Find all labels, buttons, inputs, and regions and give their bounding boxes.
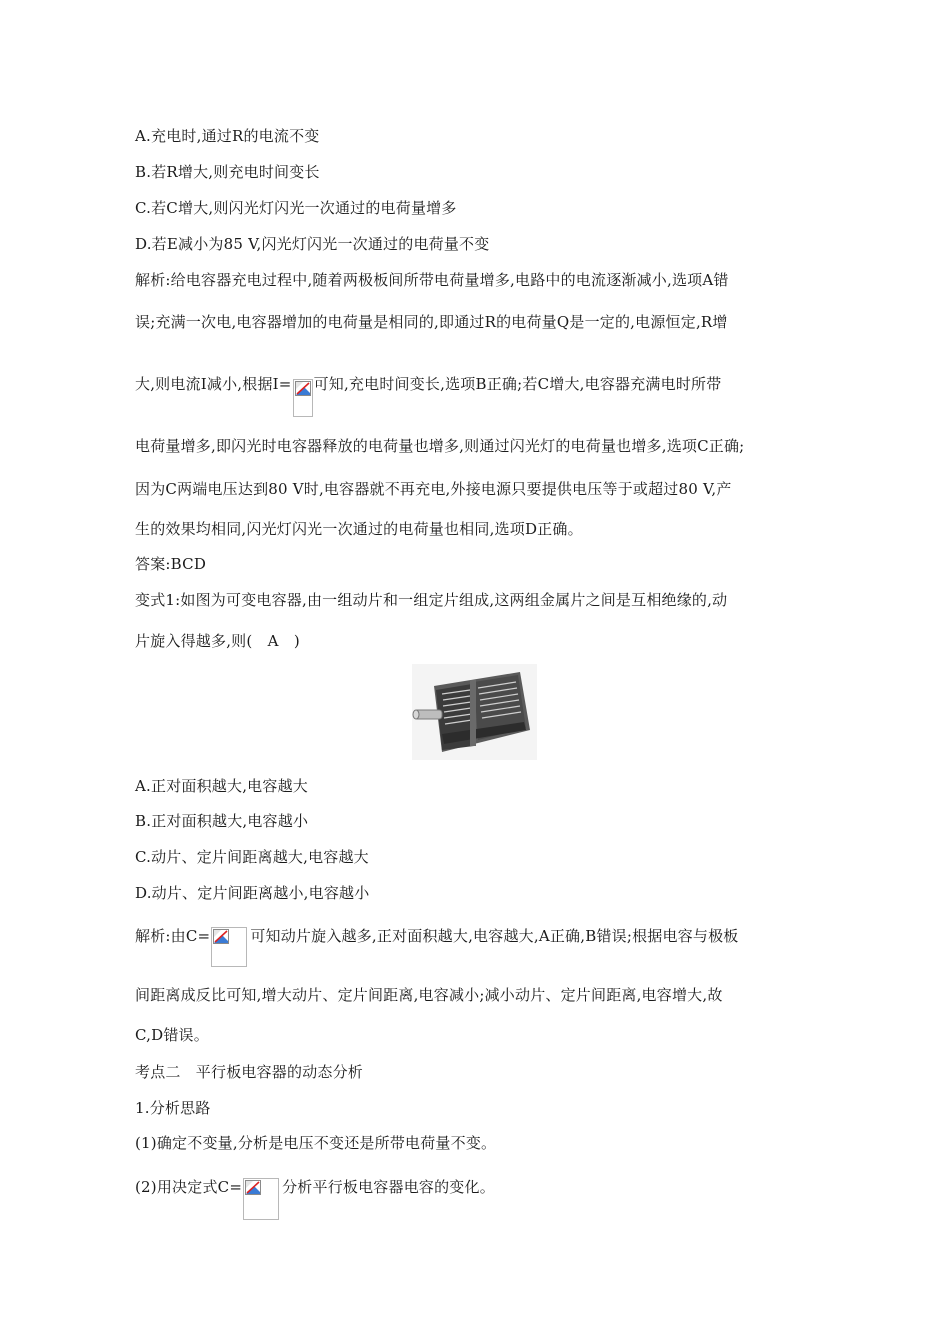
- analysis-text: 可知动片旋入越多,正对面积越大,电容越大,A正确,B错误;根据电容与极板: [250, 927, 739, 945]
- question-text: 片旋入得越多,则( A ): [135, 632, 300, 650]
- step-text-tail: 分析平行板电容器电容的变化。: [282, 1178, 495, 1196]
- formula-image: [243, 1178, 279, 1220]
- analysis-line: 解析:给电容器充电过程中,随着两极板间所带电荷量增多,电路中的电流逐渐减小,选项A错: [135, 271, 729, 289]
- option-a: A.充电时,通过R的电流不变: [135, 127, 320, 145]
- option-d: D.动片、定片间距离越小,电容越小: [135, 884, 370, 902]
- option-d: D.若E减小为85 V,闪光灯闪光一次通过的电荷量不变: [135, 235, 490, 253]
- variable-capacitor-photo: [412, 664, 537, 760]
- formula-image: [211, 927, 247, 967]
- analysis-line: 因为C两端电压达到80 V时,电容器就不再充电,外接电源只要提供电压等于或超过80 V,产: [135, 480, 732, 498]
- option-c: C.若C增大,则闪光灯闪光一次通过的电荷量增多: [135, 199, 457, 217]
- step-text: [135, 1177, 495, 1220]
- option-a: A.正对面积越大,电容越大: [135, 777, 308, 795]
- option-b: B.若R增大,则充电时间变长: [135, 163, 320, 181]
- analysis-line: 电荷量增多,即闪光时电容器释放的电荷量也增多,则通过闪光灯的电荷量也增多,选项C正确;: [135, 437, 745, 455]
- broken-image-icon: [295, 381, 311, 396]
- step-label: (2)用决定式C=: [135, 1178, 243, 1196]
- step-text: (1)确定不变量,分析是电压不变还是所带电荷量不变。: [135, 1134, 497, 1152]
- answer: 答案:BCD: [135, 555, 207, 573]
- broken-image-icon: [213, 929, 229, 944]
- analysis-line: [135, 926, 739, 967]
- subheading: 1.分析思路: [135, 1099, 211, 1117]
- analysis-text: 可知,充电时间变长,选项B正确;若C增大,电容器充满电时所带: [313, 375, 722, 393]
- analysis-line: C,D错误。: [135, 1026, 209, 1044]
- option-c: C.动片、定片间距离越大,电容越大: [135, 848, 369, 866]
- formula-image: [293, 379, 313, 417]
- option-b: B.正对面积越大,电容越小: [135, 812, 309, 830]
- broken-image-icon: [245, 1180, 261, 1195]
- analysis-text: 大,则电流I减小,根据I=: [135, 375, 292, 393]
- question-text: 变式1:如图为可变电容器,由一组动片和一组定片组成,这两组金属片之间是互相绝缘的,动: [135, 591, 728, 609]
- analysis-line: [135, 374, 721, 417]
- analysis-line: 生的效果均相同,闪光灯闪光一次通过的电荷量也相同,选项D正确。: [135, 520, 583, 538]
- analysis-line: 间距离成反比可知,增大动片、定片间距离,电容减小;减小动片、定片间距离,电容增大,故: [135, 986, 723, 1004]
- analysis-line: 误;充满一次电,电容器增加的电荷量是相同的,即通过R的电荷量Q是一定的,电源恒定,R增: [135, 313, 728, 331]
- analysis-text: 解析:由C=: [135, 927, 211, 945]
- section-heading: 考点二 平行板电容器的动态分析: [135, 1063, 364, 1081]
